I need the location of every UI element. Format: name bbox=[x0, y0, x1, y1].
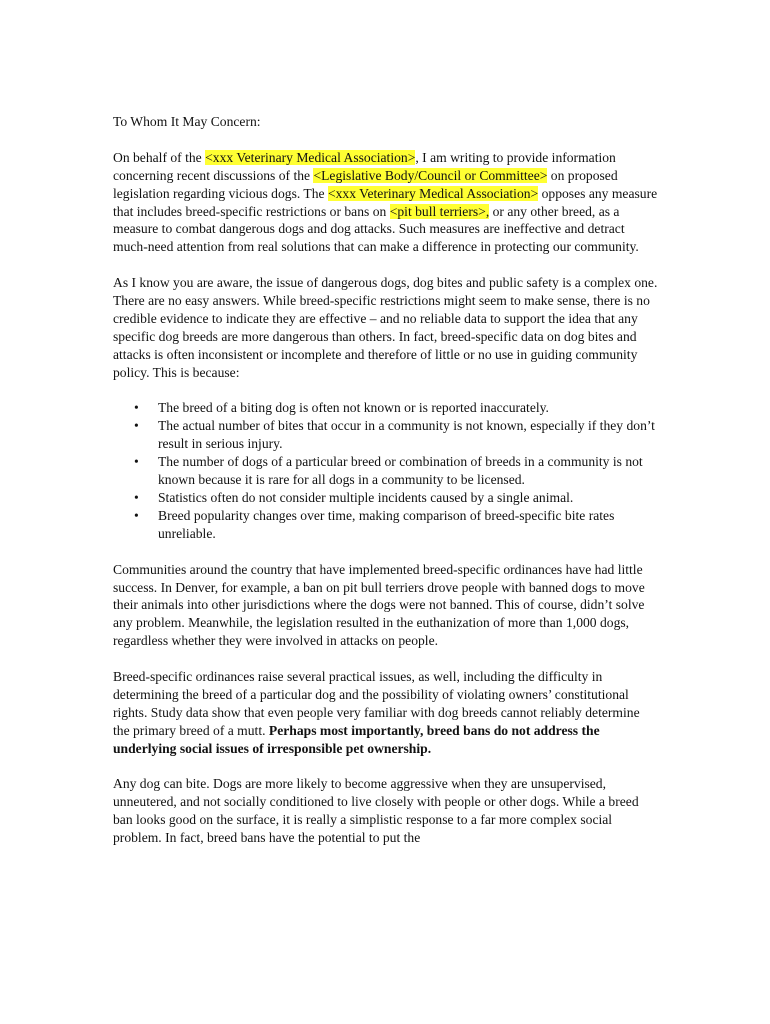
paragraph-intro bbox=[113, 149, 658, 256]
placeholder-association-2: <xxx Veterinary Medical Association> bbox=[327, 185, 539, 201]
placeholder-legislative-body: <Legislative Body/Council or Committee> bbox=[313, 167, 548, 183]
list-item: • Breed popularity changes over time, making comparison of breed-specific bite rates unreliable. bbox=[158, 507, 658, 543]
placeholder-breed: <pit bull terriers>, bbox=[389, 203, 490, 219]
list-item: • The actual number of bites that occur in a community is not known, especially if they don’t result in serious injury. bbox=[158, 417, 658, 453]
intro-text-1: On behalf of the bbox=[113, 149, 206, 165]
intro-text-4: opposes any measure that includes breed-specific restrictions or bans on bbox=[113, 185, 658, 219]
list-item: • Statistics often do not consider multiple incidents caused by a single animal. bbox=[158, 489, 658, 507]
placeholder-association: <xxx Veterinary Medical Association> bbox=[205, 149, 416, 165]
salutation: To Whom It May Concern: bbox=[113, 114, 261, 129]
intro-text-5: or any other breed, as a measure to combat dangerous dogs and dog attacks. Such measures are ineffective and detract much-need attention from real solutions that can make a difference in protecting our community. bbox=[113, 203, 639, 255]
intro-text-2: , I am writing to provide information concerning recent discussions of the bbox=[113, 149, 616, 183]
reasons-list bbox=[113, 399, 658, 542]
paragraph-issue: As I know you are aware, the issue of dangerous dogs, dog bites and public safety is a complex one. There are no easy answers. While breed-specific restrictions might seem to make sense, there is no credible evidence to indicate they are effective – and no reliable data to support the idea that any specific dog breeds are more dangerous than others. In fact, breed-specific data on dog bites and attacks is often inconsistent or incomplete and therefore of little or no use in guiding community policy. This is because: bbox=[113, 275, 658, 380]
paragraph-any-dog: Any dog can bite. Dogs are more likely to become aggressive when they are unsupervised, unneutered, and not socially conditioned to live closely with people or other dogs. While a breed ban looks good on the surface, it is really a simplistic response to a far more complex social problem. In fact, breed bans have the potential to put the bbox=[113, 776, 639, 846]
paragraph-practical-issues bbox=[113, 668, 658, 758]
practical-issues-text: Breed-specific ordinances raise several practical issues, as well, including the difficulty in determining the breed of a particular dog and the possibility of violating owners’ constitutional rights. Study data show that even people very familiar with dog breeds cannot reliably determine the primary breed of a mutt. bbox=[113, 669, 640, 738]
letter-page bbox=[113, 113, 658, 865]
practical-issues-bold: Perhaps most importantly, breed bans do not address the underlying social issues of irresponsible pet ownership. bbox=[113, 722, 600, 756]
list-item: • The number of dogs of a particular breed or combination of breeds in a community is not known because it is rare for all dogs in a community to be licensed. bbox=[158, 453, 658, 489]
list-item: • The breed of a biting dog is often not known or is reported inaccurately. bbox=[158, 399, 658, 417]
paragraph-communities: Communities around the country that have implemented breed-specific ordinances have had little success. In Denver, for example, a ban on pit bull terriers drove people with banned dogs to move their animals into other jurisdictions where the dogs were not banned. This of course, didn’t solve any problem. Meanwhile, the legislation resulted in the euthanization of more than 1,000 dogs, regardless whether they were involved in attacks on people. bbox=[113, 561, 645, 649]
intro-text-3: on proposed legislation regarding vicious dogs. The bbox=[113, 167, 618, 201]
